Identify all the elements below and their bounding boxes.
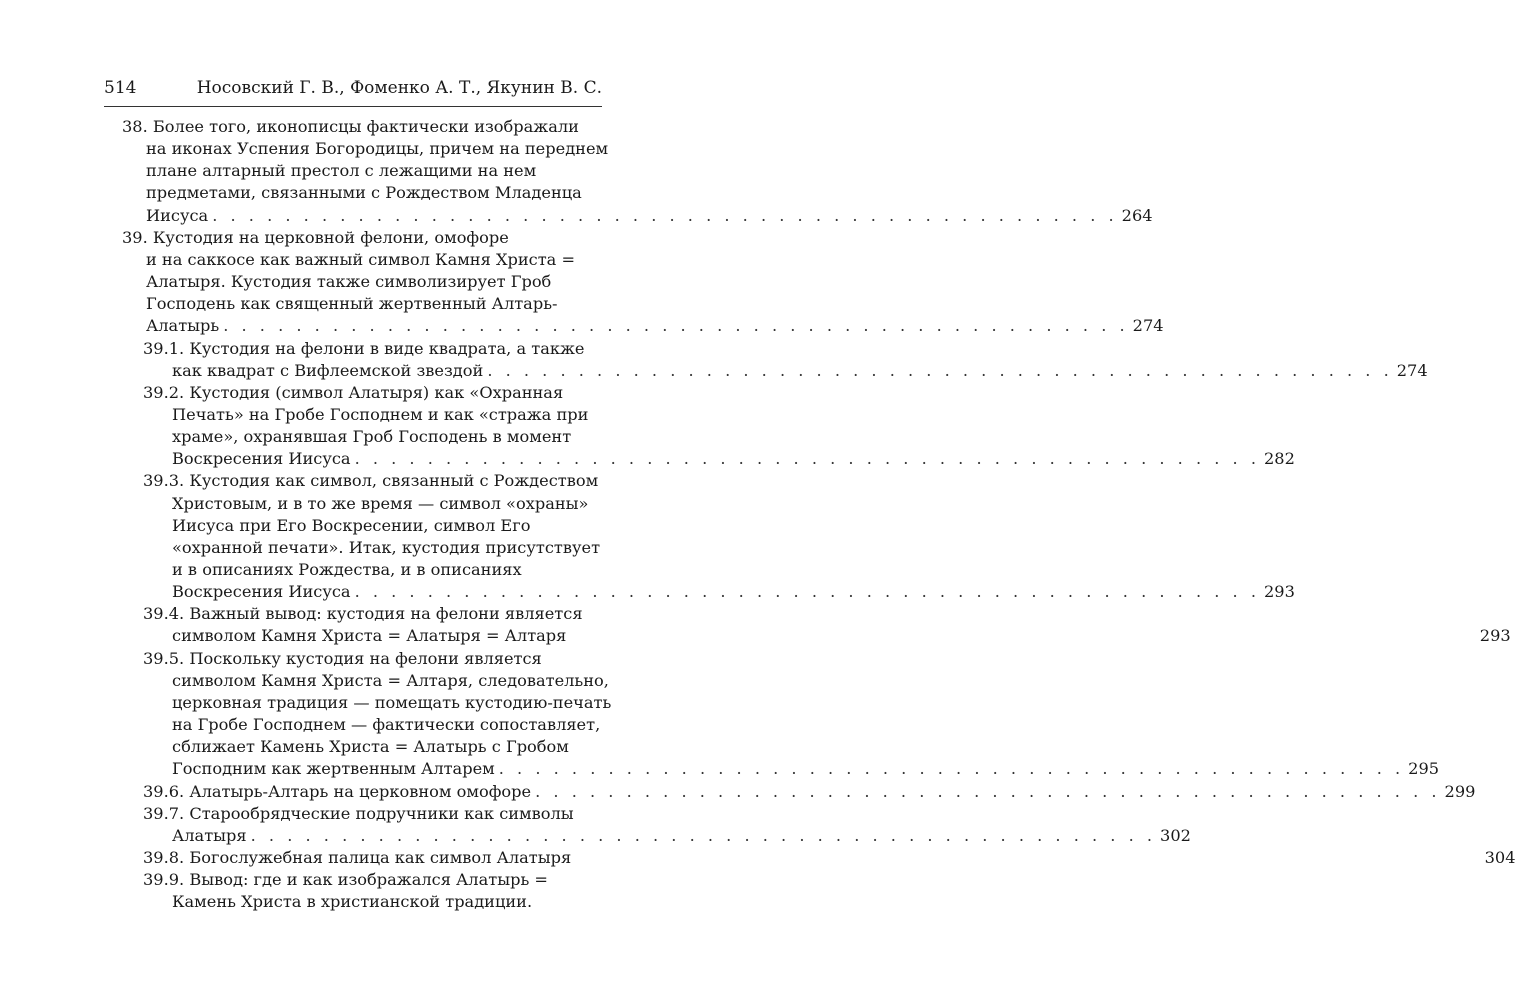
dot-leader: . . . . . . . . . . . . . . . . . . . . . . . . . . . . . . . . . . . . . . . . . . . . . . . . . .: [498, 759, 1405, 779]
toc-entry-line: 39.7. Старообрядческие подручники как символы: [143, 803, 574, 823]
header-rule: [104, 106, 602, 107]
running-head-authors: Носовский Г. В., Фоменко А. Т., Якунин В. С.: [196, 78, 602, 98]
toc-entry-text: Алатырь: [146, 316, 220, 336]
toc-entry-last-line[interactable]: [172, 360, 1428, 382]
toc-entry-line: Камень Христа в христианской традиции.: [172, 892, 533, 912]
toc-entry-last-line[interactable]: [143, 781, 1476, 803]
toc-entry-line: плане алтарный престол с лежащими на нем: [146, 161, 537, 181]
toc-entry-line: Христовым, и в то же время — символ «охраны»: [172, 493, 589, 513]
toc-entry-text: Алатыря: [172, 825, 247, 845]
toc-entry-text: Воскресения Иисуса: [172, 582, 351, 602]
dot-leader: . . . . . . . . . . . . . . . . . . . . . . . . . . . . . . . . . . . . . . . . . . . . . . . . . .: [212, 205, 1118, 225]
toc-entry-text: 39.6. Алатырь-Алтарь на церковном омофоре: [143, 781, 532, 801]
toc-entry-line: Алатыря. Кустодия также символизирует Гроб: [146, 272, 552, 292]
toc-entry-text: Иисуса: [146, 205, 209, 225]
toc-entry-text: Воскресения Иисуса: [172, 449, 351, 469]
toc-entry-line: на иконах Успения Богородицы, причем на переднем: [146, 139, 609, 159]
toc-entry-line: «охранной печати». Итак, кустодия присутствует: [172, 537, 601, 557]
dot-leader: . . . . . . . . . . . . . . . . . . . . . . . . . . . . . . . . . . . . . . . . . . . . . . . . . .: [487, 360, 1393, 380]
dot-leader: . . . . . . . . . . . . . . . . . . . . . . . . . . . . . . . . . . . . . . . . . . . . . . . . . .: [250, 825, 1157, 845]
toc-entry-line: 39. Кустодия на церковной фелони, омофоре: [122, 227, 509, 247]
toc-entry-line: и в описаниях Рождества, и в описаниях: [172, 560, 522, 579]
toc-entry-line: на Гробе Господнем — фактически сопоставляет,: [172, 715, 601, 735]
toc-entry-line: 39.5. Поскольку кустодия на фелони является: [143, 648, 542, 668]
toc-page-number: 264: [1121, 205, 1153, 225]
running-header: [104, 74, 602, 102]
dot-leader: . . . . . . . . . . . . . . . . . . . . . . . . . . . . . . . . . . . . . . . . . . . . . . . . . .: [354, 449, 1260, 469]
toc-entry-line: предметами, связанными с Рождеством Младенца: [146, 183, 582, 203]
toc-entry-line: 39.4. Важный вывод: кустодия на фелони является: [143, 604, 583, 624]
toc-entry-text: Господним как жертвенным Алтарем: [172, 759, 495, 779]
toc-entry-line: сближает Камень Христа = Алатырь с Гробом: [172, 737, 569, 757]
toc-entry-line: 39.2. Кустодия (символ Алатыря) как «Охранная: [143, 382, 564, 402]
toc-entry-last-line[interactable]: [146, 315, 1164, 337]
toc-entry-line: Господень как священный жертвенный Алтарь-: [146, 294, 558, 314]
toc-page-number: 302: [1160, 825, 1191, 845]
toc-entry-text: символом Камня Христа = Алатыря = Алтаря: [172, 626, 567, 646]
dot-leader: . . . . . . . . . . . . . . . . . . . . . . . . . . . . . . . . . . . . . . . . . . . . . . . . . .: [223, 316, 1129, 336]
toc-page-number: 274: [1396, 360, 1428, 380]
toc-entry-last-line[interactable]: [146, 205, 1153, 227]
toc-entry-last-line[interactable]: [172, 825, 1191, 847]
toc-entry-text: 39.8. Богослужебная палица как символ Алатыря: [143, 847, 572, 867]
toc-entry-line: 39.1. Кустодия на фелони в виде квадрата, а также: [143, 338, 585, 358]
toc-page-number: 293: [1263, 582, 1295, 602]
toc-page-number: 299: [1444, 781, 1476, 801]
dot-leader: . . . . . . . . . . . . . . . . . . . . . . . . . . . . . . . . . . . . . . . . . . . . . . . . . .: [354, 582, 1260, 602]
toc-entry-text: как квадрат с Вифлеемской звездой: [172, 360, 484, 380]
toc-page-number: 295: [1408, 759, 1440, 779]
toc-entry-line: Печать» на Гробе Господнем и как «стража при: [172, 404, 589, 424]
toc-entry-line: и на саккосе как важный символ Камня Христа =: [146, 249, 576, 269]
toc-entry-line: храме», охранявшая Гроб Господень в момент: [172, 427, 572, 447]
toc-entry-line: символом Камня Христа = Алтаря, следовательно,: [172, 670, 609, 690]
page-number: 514: [104, 78, 137, 98]
toc-page-number: 274: [1132, 316, 1164, 336]
toc-entry-last-line[interactable]: [172, 758, 1440, 780]
toc-entry-line: церковная традиция — помещать кустодию-печать: [172, 692, 612, 712]
toc-entry-last-line[interactable]: [172, 448, 1295, 470]
toc-entry-line: Иисуса при Его Воскресении, символ Его: [172, 515, 531, 535]
toc-entry-last-line[interactable]: [172, 625, 1511, 647]
toc-entry-line: 38. Более того, иконописцы фактически изображали: [122, 117, 579, 136]
toc-page-number: 282: [1263, 449, 1295, 469]
dot-leader: . . . . . . . . . . . . . . . . . . . . . . . . . . . . . . . . . . . . . . . . . . . . . . . . . .: [535, 781, 1441, 801]
toc-entry-last-line[interactable]: [172, 581, 1295, 603]
toc-page-number: 293: [1479, 626, 1511, 646]
toc-entry-line: 39.3. Кустодия как символ, связанный с Рождеством: [143, 471, 599, 491]
toc-page-number: 304: [1484, 847, 1516, 867]
toc-entry-line: 39.9. Вывод: где и как изображался Алатырь =: [143, 870, 548, 890]
toc-entry-last-line[interactable]: [143, 847, 1516, 869]
